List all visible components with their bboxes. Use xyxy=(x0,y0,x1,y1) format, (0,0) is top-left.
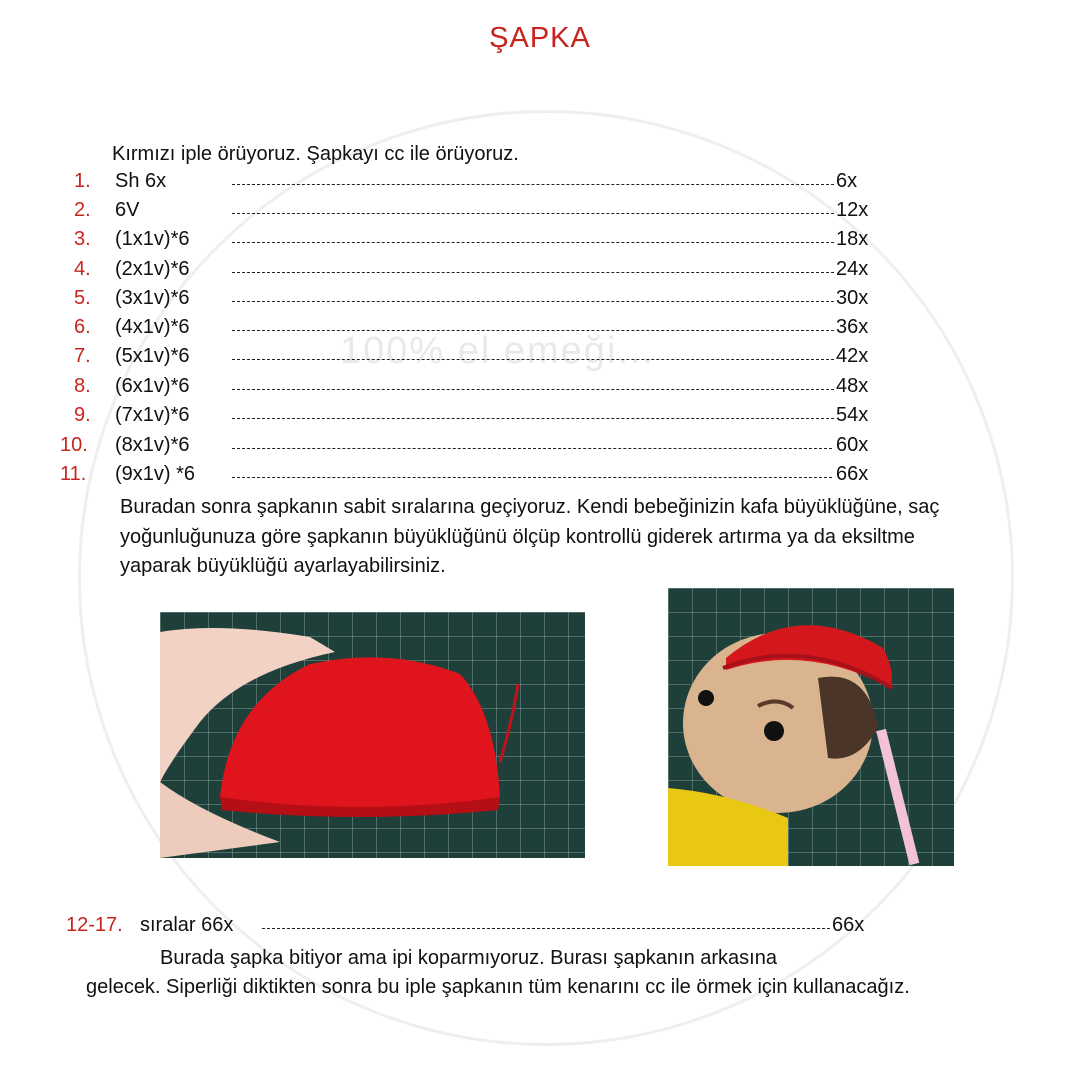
row-leader xyxy=(232,213,834,214)
row-leader xyxy=(232,359,834,360)
pattern-row xyxy=(0,199,1080,228)
row-leader xyxy=(232,418,834,419)
row-pattern: (6x1v)*6 xyxy=(115,375,190,397)
row-count: 12x xyxy=(836,199,869,221)
pattern-row xyxy=(0,434,1080,463)
watermark-text: 100% el emeği... xyxy=(340,330,656,372)
row-number: 9. xyxy=(74,404,91,426)
row-leader xyxy=(232,184,834,185)
row-number: 11. xyxy=(60,463,87,485)
row-count: 18x xyxy=(836,228,869,250)
row-pattern: 6V xyxy=(115,199,140,221)
row-number: 4. xyxy=(74,258,91,280)
row-pattern: (8x1v)*6 xyxy=(115,434,190,456)
row-count: 42x xyxy=(836,345,869,367)
row-count: 48x xyxy=(836,375,869,397)
instruction-paragraph: Buradan sonra şapkanın sabit sıralarına geçiyoruz. Kendi bebeğinizin kafa büyüklüğüne, saç yoğunluğunuza göre şapkanın büyüklüğünü ölçüp kontrollü giderek artırma ya da eksiltme yaparak büyüklüğü ayarlayabilirsiniz. xyxy=(120,496,940,577)
row-leader xyxy=(232,477,832,478)
row-leader xyxy=(232,272,834,273)
row-pattern: (3x1v)*6 xyxy=(115,287,190,309)
row-number: 6. xyxy=(74,316,91,338)
closing-paragraph xyxy=(86,944,1076,1002)
row-number: 1. xyxy=(74,170,91,192)
row-count: 36x xyxy=(836,316,869,338)
closing-line-2: gelecek. Siperliği diktikten sonra bu iple şapkanın tüm kenarını cc ile örmek için kullanacağız. xyxy=(86,976,910,998)
row-number: 10. xyxy=(60,434,88,456)
doll-photo xyxy=(668,588,954,866)
row-leader xyxy=(232,389,834,390)
pattern-row xyxy=(0,345,1080,374)
pattern-row xyxy=(0,228,1080,257)
row-leader xyxy=(262,928,830,929)
row-pattern: (2x1v)*6 xyxy=(115,258,190,280)
row-count: 24x xyxy=(836,258,869,280)
row-leader xyxy=(232,242,834,243)
row-pattern: Sh 6x xyxy=(115,170,167,192)
row-pattern: (4x1v)*6 xyxy=(115,316,190,338)
row-count: 60x xyxy=(836,434,869,456)
closing-line-1: Burada şapka bitiyor ama ipi koparmıyoruz. Burası şapkanın arkasına xyxy=(160,947,777,969)
row-number: 8. xyxy=(74,375,91,397)
row-leader xyxy=(232,448,832,449)
intro-text: Kırmızı iple örüyoruz. Şapkayı cc ile örüyoruz. xyxy=(112,143,519,165)
hat-photo xyxy=(160,612,585,858)
row-number: 5. xyxy=(74,287,91,309)
row-leader xyxy=(232,301,834,302)
page-title: ŞAPKA xyxy=(489,22,591,54)
row-count: 66x xyxy=(832,914,865,936)
pattern-row xyxy=(0,316,1080,345)
row-pattern: (1x1v)*6 xyxy=(115,228,190,250)
pattern-row xyxy=(0,404,1080,433)
row-number: 7. xyxy=(74,345,91,367)
row-pattern: (5x1v)*6 xyxy=(115,345,190,367)
row-count: 30x xyxy=(836,287,869,309)
row-pattern: (7x1v)*6 xyxy=(115,404,190,426)
final-row xyxy=(0,914,1080,943)
pattern-row xyxy=(0,287,1080,316)
row-pattern: sıralar 66x xyxy=(140,914,234,936)
row-pattern: (9x1v) *6 xyxy=(115,463,196,485)
row-number: 2. xyxy=(74,199,91,221)
row-number: 3. xyxy=(74,228,91,250)
row-count: 54x xyxy=(836,404,869,426)
row-leader xyxy=(232,330,834,331)
pattern-row xyxy=(0,258,1080,287)
pattern-row xyxy=(0,170,1080,199)
row-count: 6x xyxy=(836,170,858,192)
pattern-row xyxy=(0,375,1080,404)
row-number: 12-17. xyxy=(66,914,123,936)
row-count: 66x xyxy=(836,463,869,485)
pattern-row xyxy=(0,463,1080,492)
